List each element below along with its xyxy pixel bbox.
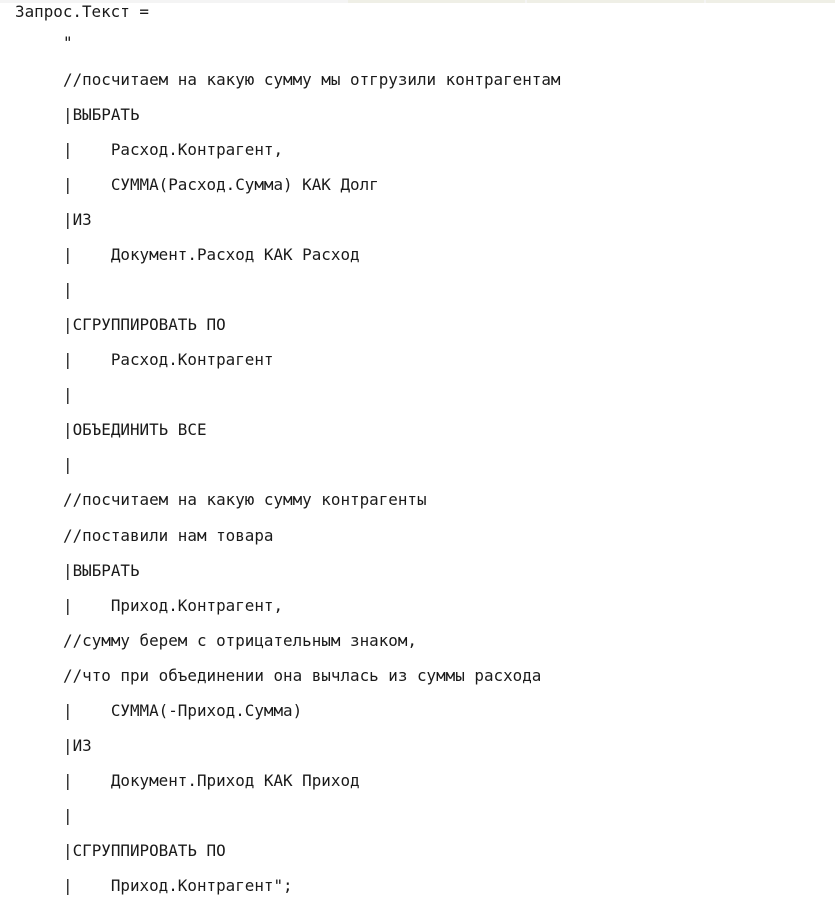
code-line: | — [63, 455, 73, 474]
code-line: | — [63, 806, 73, 825]
code-line: Запрос.Текст = — [15, 2, 149, 21]
code-line: |СГРУППИРОВАТЬ ПО — [63, 841, 226, 860]
code-line: //поставили нам товара — [63, 526, 274, 545]
code-line: //посчитаем на какую сумму мы отгрузили контрагентам — [63, 70, 561, 89]
code-line: //сумму берем с отрицательным знаком, — [63, 631, 417, 650]
code-line: | Расход.Контрагент — [63, 350, 274, 369]
code-line: //что при объединении она вычлась из суммы расхода — [63, 666, 542, 685]
code-line: | Расход.Контрагент, — [63, 140, 284, 159]
code-line: | — [63, 280, 73, 299]
code-line: | Документ.Расход КАК Расход — [63, 245, 360, 264]
code-line: | СУММА(-Приход.Сумма) — [63, 701, 303, 720]
code-line: | Приход.Контрагент"; — [63, 876, 293, 895]
code-line: |ИЗ — [63, 736, 92, 755]
code-line: | Приход.Контрагент, — [63, 596, 284, 615]
code-line: " — [63, 33, 73, 52]
code-line: | Документ.Приход КАК Приход — [63, 771, 360, 790]
code-line: |СГРУППИРОВАТЬ ПО — [63, 315, 226, 334]
code-line: |ОБЪЕДИНИТЬ ВСЕ — [63, 420, 207, 439]
code-line: |ИЗ — [63, 210, 92, 229]
code-line: | СУММА(Расход.Сумма) КАК Долг — [63, 175, 379, 194]
code-line: |ВЫБРАТЬ — [63, 105, 140, 124]
code-line: |ВЫБРАТЬ — [63, 561, 140, 580]
code-line: //посчитаем на какую сумму контрагенты — [63, 490, 427, 509]
code-line: | — [63, 385, 73, 404]
